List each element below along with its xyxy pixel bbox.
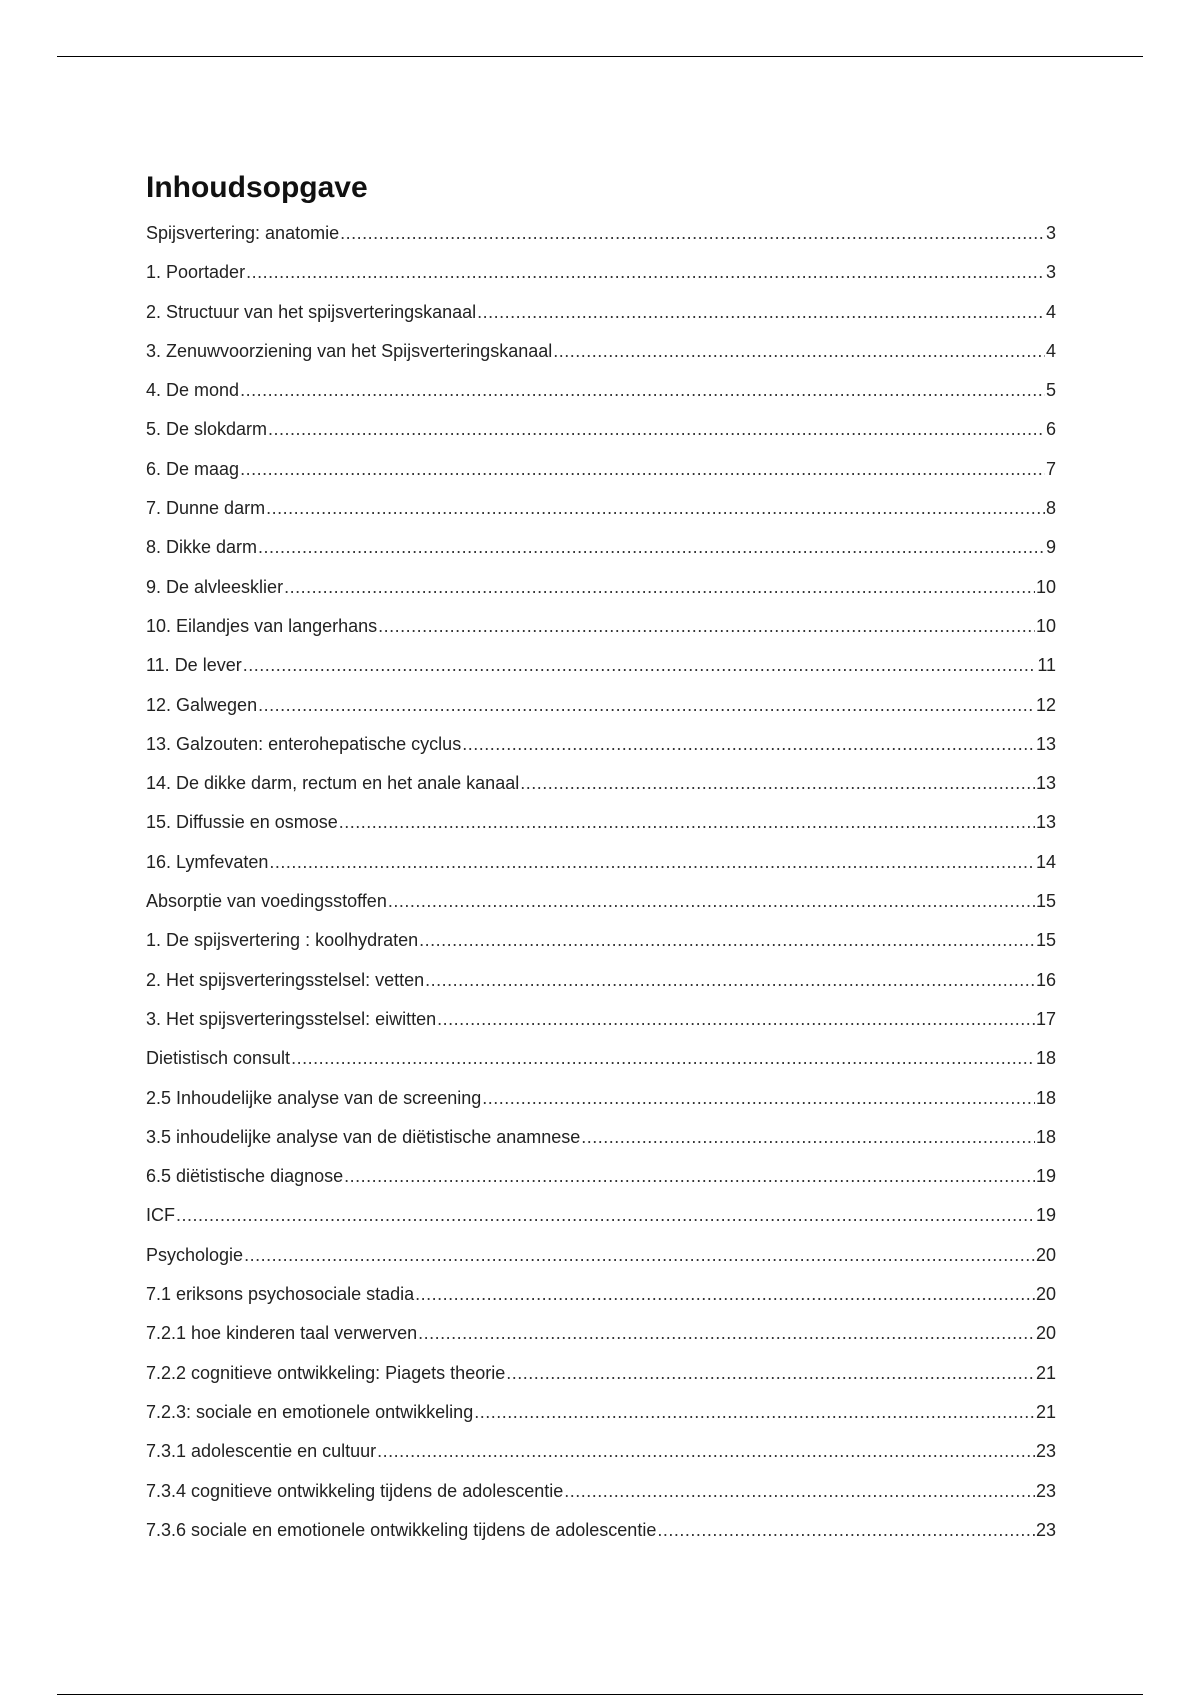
toc-entry-page-number: 4 [1045,301,1056,322]
toc-entry-page-number: 20 [1035,1323,1056,1344]
toc-dot-leader [258,686,1035,725]
toc-dot-leader [344,1157,1035,1196]
toc-entry-page-number: 21 [1035,1401,1056,1422]
toc-entry-label: 16. Lymfevaten [146,851,269,872]
header-rule [57,56,1143,57]
toc-entry-label: 1. De spijsvertering : koolhydraten [146,930,419,951]
toc-entry-page-number: 6 [1045,419,1056,440]
toc-entry-page-number: 23 [1035,1441,1056,1462]
toc-dot-leader [377,1432,1035,1471]
toc-entry-page-number: 10 [1035,615,1056,636]
toc-entry-label: 6.5 diëtistische diagnose [146,1166,344,1187]
toc-dot-leader [581,1118,1035,1157]
toc-dot-leader [474,1393,1035,1432]
toc-entry-label: 4. De mond [146,380,240,401]
toc-entry-page-number: 13 [1035,812,1056,833]
toc-entry-page-number: 7 [1045,458,1056,479]
toc-entry-page-number: 11 [1037,655,1056,676]
toc-dot-leader [240,450,1045,489]
toc-entry-label: 2. Het spijsverteringsstelsel: vetten [146,969,425,990]
toc-dot-leader [339,803,1035,842]
toc-entry-label: 8. Dikke darm [146,537,258,558]
toc-dot-leader [520,764,1035,803]
toc-entry-label: Spijsvertering: anatomie [146,223,340,243]
toc-entry-label: 3. Het spijsverteringsstelsel: eiwitten [146,1008,437,1029]
toc-entry-label: 6. De maag [146,458,240,479]
toc-entry-page-number: 18 [1035,1048,1056,1069]
toc-dot-leader [284,568,1035,607]
toc-entry-label: 15. Diffussie en osmose [146,812,338,833]
toc-entry-page-number: 23 [1035,1519,1056,1540]
toc-entry[interactable] [146,1236,1056,1275]
toc-entry-label: 7.2.2 cognitieve ontwikkeling: Piagets theorie [146,1362,506,1383]
toc-dot-leader [240,371,1045,410]
toc-entry-label: 3.5 inhoudelijke analyse van de diëtistische anamnese [146,1126,581,1147]
toc-entry-label: 5. De slokdarm [146,419,268,440]
toc-dot-leader [176,1196,1035,1235]
toc-entry-label: 7.3.6 sociale en emotionele ontwikkeling tijdens de adolescentie [146,1519,657,1540]
toc-entry[interactable] [146,961,1056,1000]
toc-entry-page-number: 20 [1035,1284,1056,1305]
toc-entry-page-number: 5 [1045,380,1056,401]
toc-dot-leader [269,843,1035,882]
toc-entry-page-number: 21 [1035,1362,1056,1383]
toc-entry[interactable] [146,1196,1056,1235]
toc-entry-page-number: 13 [1035,733,1056,754]
toc-entry-label: 14. De dikke darm, rectum en het anale kanaal [146,773,520,794]
toc-dot-leader [564,1472,1035,1511]
toc-entry-page-number: 9 [1045,537,1056,558]
toc-entry-label: ICF [146,1205,175,1226]
toc-entry-label: Absorptie van voedingsstoffen [146,891,387,912]
toc-dot-leader [415,1275,1035,1314]
toc-entry-page-number: 18 [1035,1087,1056,1108]
toc-entry-page-number: 23 [1035,1480,1056,1501]
toc-entry[interactable] [146,607,1056,646]
toc-entry-label: 12. Galwegen [146,694,258,715]
toc-entry[interactable] [146,528,1056,567]
toc-entry-page-number: 19 [1035,1205,1056,1226]
toc-entry[interactable] [146,1393,1056,1432]
toc-dot-leader [553,332,1045,371]
toc-dot-leader [506,1354,1035,1393]
toc-entry-page-number: 4 [1045,340,1056,361]
toc-dot-leader [462,725,1035,764]
toc-entry[interactable] [146,214,1056,253]
toc-dot-leader [340,214,1045,253]
toc-entry[interactable] [146,843,1056,882]
toc-entry-label: 3. Zenuwvoorziening van het Spijsverteringskanaal [146,340,553,361]
toc-entry[interactable] [146,293,1056,332]
toc-entry[interactable] [146,686,1056,725]
toc-entry-page-number: 3 [1045,262,1056,283]
toc-dot-leader [268,410,1045,449]
toc-entry-label: 2. Structuur van het spijsverteringskanaal [146,301,477,322]
footer-rule [57,1694,1143,1695]
toc-dot-leader [482,1079,1035,1118]
toc-entry-page-number: 8 [1045,498,1056,519]
toc-entry-page-number: 16 [1035,969,1056,990]
toc-entry[interactable] [146,921,1056,960]
toc-dot-leader [425,961,1035,1000]
toc-dot-leader [243,646,1037,685]
toc-entry-label: Dietistisch consult [146,1048,291,1069]
toc-entry[interactable] [146,764,1056,803]
toc-entry-label: Psychologie [146,1244,244,1265]
toc-entry-label: 7.2.3: sociale en emotionele ontwikkeling [146,1401,474,1422]
toc-entry[interactable] [146,332,1056,371]
toc-dot-leader [418,1314,1035,1353]
toc-entry[interactable] [146,489,1056,528]
toc-dot-leader [437,1000,1035,1039]
toc-entry[interactable] [146,1314,1056,1353]
toc-dot-leader [266,489,1045,528]
toc-entry[interactable] [146,882,1056,921]
toc-entry[interactable] [146,1000,1056,1039]
toc-entry[interactable] [146,1079,1056,1118]
toc-entry-page-number: 18 [1035,1126,1056,1147]
toc-entry-page-number: 12 [1035,694,1056,715]
toc-entry-label: 7.3.4 cognitieve ontwikkeling tijdens de adolescentie [146,1480,564,1501]
toc-entry[interactable] [146,1511,1056,1550]
toc-dot-leader [258,528,1045,567]
toc-dot-leader [378,607,1035,646]
toc-entry[interactable] [146,1157,1056,1196]
table-of-contents [146,168,1056,1550]
toc-entry[interactable] [146,410,1056,449]
toc-list [146,214,1056,1550]
toc-entry[interactable] [146,646,1056,685]
toc-entry-page-number: 20 [1035,1244,1056,1265]
toc-entry-label: 1. Poortader [146,262,246,283]
toc-entry-page-number: 17 [1035,1008,1056,1029]
toc-entry-page-number: 13 [1035,773,1056,794]
toc-dot-leader [657,1511,1035,1550]
toc-dot-leader [477,293,1045,332]
toc-dot-leader [419,921,1035,960]
toc-entry-page-number: 15 [1035,891,1056,912]
toc-entry[interactable] [146,450,1056,489]
toc-entry-page-number: 14 [1035,851,1056,872]
toc-entry-label: 7.3.1 adolescentie en cultuur [146,1441,377,1462]
toc-dot-leader [246,253,1045,292]
toc-entry[interactable] [146,253,1056,292]
toc-dot-leader [291,1039,1035,1078]
toc-entry-label: 11. De lever [146,655,242,676]
toc-entry-label: 7. Dunne darm [146,498,266,519]
toc-entry[interactable] [146,1118,1056,1157]
toc-entry-page-number: 10 [1035,576,1056,597]
toc-entry-label: 13. Galzouten: enterohepatische cyclus [146,733,462,754]
toc-entry[interactable] [146,1354,1056,1393]
toc-entry[interactable] [146,1432,1056,1471]
toc-entry-label: 2.5 Inhoudelijke analyse van de screening [146,1087,482,1108]
toc-entry-label: 7.2.1 hoe kinderen taal verwerven [146,1323,418,1344]
toc-entry-label: 9. De alvleesklier [146,576,284,597]
toc-entry-label: 10. Eilandjes van langerhans [146,615,378,636]
toc-entry-page-number: 3 [1045,223,1056,243]
toc-entry[interactable] [146,1472,1056,1511]
toc-entry-label: 7.1 eriksons psychosociale stadia [146,1284,415,1305]
toc-dot-leader [244,1236,1035,1275]
toc-entry-page-number: 15 [1035,930,1056,951]
toc-title: Inhoudsopgave [146,171,368,204]
toc-entry[interactable] [146,725,1056,764]
toc-entry[interactable] [146,1275,1056,1314]
toc-entry[interactable] [146,803,1056,842]
toc-entry[interactable] [146,1039,1056,1078]
toc-entry-page-number: 19 [1035,1166,1056,1187]
toc-dot-leader [388,882,1035,921]
toc-entry[interactable] [146,371,1056,410]
toc-entry[interactable] [146,568,1056,607]
